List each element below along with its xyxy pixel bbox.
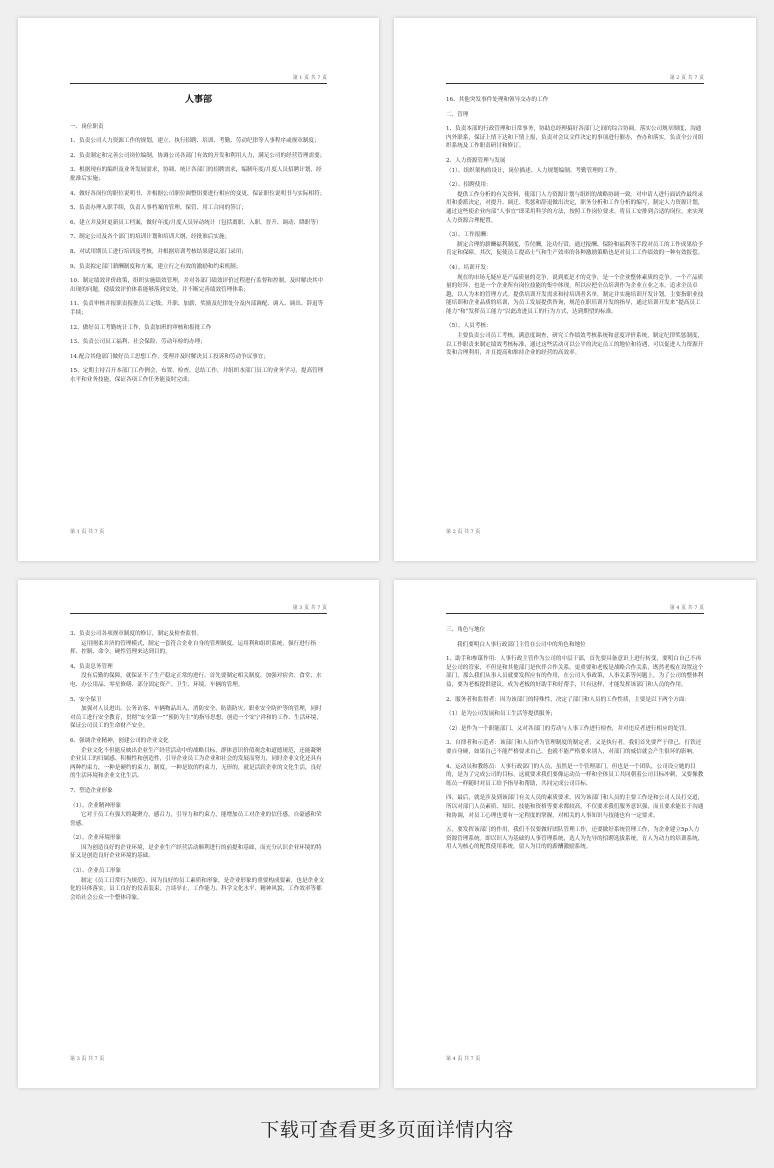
paragraph: 5、负责办理入职手续，负责人事档案的管理、保管、用工合同的签订； (70, 205, 247, 212)
paragraph: 3、根据现有的编织及业务发展需求，协调、统计各部门的招聘需求，编制年度/月度人员招聘计划，经批准后实施； (70, 167, 322, 182)
paragraph: 7、制定公司及各个部门的培训计划和培训大纲，经批准后实施； (70, 234, 231, 241)
paragraph: 6、强调企业精神，创建公司的企业文化 (70, 737, 169, 744)
paragraph: （1）、企业精神形象 (70, 802, 122, 809)
paragraph: 2、服务者和监督者：因为该部门的特殊性，决定了部门和人员的工作性质，主要是以下两个方面： (446, 696, 691, 703)
paragraph: 一、岗位职责 (70, 123, 104, 130)
document-page-2 (394, 18, 756, 561)
paragraph: 运用刚柔并济的管理模式，制定一套符合企业自身的管理制度，运用利和组织系统，强行进行指挥、控制、命令，硬性管理来达到目的。 (70, 640, 316, 656)
paragraph: 16、其他突发事件处理和领导交办的工作 (446, 97, 549, 103)
page-header: 第 4 页 共 7 页 (446, 604, 704, 614)
paragraph: 5、安全保卫 (70, 696, 102, 703)
paragraph: 2、负责制定和完善公司岗位编制，协调公司各部门有效的开发和利用人力，满足公司的经营管理需要； (70, 152, 326, 159)
paragraph: 11、负责审核并报职责报批员工定级、升职、加薪、奖励及纪律处分及内部调配、调入、调出、辞退等手续； (70, 301, 324, 316)
paragraph: 五、要发挥该部门的作用，我们不仅要做好团队管理工作，还要做好系统管理工作，为企业建立5p人力资源管理系统。即以识人为基础的人事管理系统，选人为先导的招聘选拔系统，育人为动力的培训系统，用人为核心的配置使用系统，留人为目的的薪酬激励系统。 (446, 827, 704, 851)
paragraph: 提供工作分析的有关资料，使部门人力资源计划与组织的战略协调一致。对申请人进行面试作最终录用和委派决定，对提升、调迁、奖惩和辞退做出决定，职务分析和工作分析的编写，制定人力资源计划，通过这些使企业内部“人事宜”即采用科学的方法，按照工作岗位要求，将员工安排到合适的岗位，来实现人力资源合理配置。 (446, 191, 704, 224)
document-page-4 (394, 580, 756, 1088)
paragraph: 没有后勤的保障，就保证不了生产稳定正常的进行。首先要制定相关制度，加强对宿舍、食堂、水电、办公用品、零星修缮、部分固定资产、卫生、环境、车辆的管理。 (70, 673, 322, 688)
paragraph: 1、负责公司人力资源工作的规划，建立、执行招聘、培训、考勤、劳动纪律等人事程序或规章制度； (70, 138, 320, 145)
page-header: 第 3 页 共 7 页 (70, 604, 327, 614)
paragraph: 制定《员工日常行为规范》，因为良好的员工素质和形象，是企业形象的重要构成要素，也是企业文化的具体落实。员工良好的仪表装束，言谈举止，工作能力、科学文化水平、精神风貌、工作效率等都会给社会公众一个整体印象。 (70, 877, 325, 901)
paragraph: （2）是作为一个职能部门，又对各部门的劳动与人事工作进行检查，并对违反者进行相应的处罚。 (446, 725, 691, 732)
paragraph: （2）、招聘使用： (446, 182, 492, 189)
paragraph: 3、自律者和示范者：该部门和人员作为管理制度的制定者，又是执行者，我们首先要严于律己，打铁还要自身硬，如果自己不能严格要求自己，也就不能严格要求别人，对部门的威信就会产生很坏的影响。 (446, 740, 702, 755)
paragraph: 四、最后，就是涉及到该部门有关人员的素质要求，因为该部门和人员的主要工作是和公司人员打交道，所以对部门人员素质、知识、技能和资格等要求都较高，不仅要求我们服务意识强，而且要求能长于沟通和协调，对员工心理也要有一定程度的掌握，对相关的人事知识与技能也有一定要求。 (446, 795, 704, 819)
paragraph: 3、负责公司各项规章制度的修订，制定及检查监督。 (70, 631, 203, 637)
paragraph: 12、做好员工考勤统计工作，负责加班的审核和报批工作 (70, 324, 212, 331)
paragraph: 现在的市场无疑应是产品质量的竞争，说到底是才的竞争，是一个企业整体素质的竞争。一个产品质量的好坏，也是一个企业所有岗位技能的集中体现，所以应把全员培训作为企业立业之本，追求全员卓越，以人为本的管理方式。提供培训开发需求和持培训者名单，制定并实施培训开发计划。主要指职业技能培训和企业品质的培训，为员工发展提供咨询，规范在职培训开发的指导，通过培训开发来“提高员工能力”和“发挥员工能力”以此改进员工的行为方式，达到期望的标准。 (446, 274, 704, 315)
page-body (446, 626, 704, 858)
paragraph: 企业文化不但能反映出企业生产经营活动中的战略目标，群体意识价值观念和道德规范，还能凝聚企业员工的归属感、积极性和创造性，引导企业员工为企业和社会的发展而努力，同时企业文化还具有两种约束力，一种是硬约的束力，制度，一种是软的约束力，无形的，就是活跃企业的文化生活，良好的生活环境和企业文化生活。 (70, 747, 322, 780)
paragraph: 4、做好各岗位的职位说明书，并根据公司职位调整组要进行相应的变更，保证职位说明书与实际相符； (70, 190, 326, 197)
paragraph: （1）、组织架构的设计，岗位描述、人力规划编制、考勤管理的工作。 (446, 167, 621, 174)
paragraph: （3）、工作报酬： (446, 232, 492, 239)
document-page-1 (18, 18, 379, 561)
paragraph: （1）是为公司发展和员工生活等提供服务； (446, 711, 556, 718)
download-more-caption: 下载可查看更多页面详情内容 (260, 1119, 514, 1141)
section-heading: 二、管理 (446, 111, 469, 118)
paragraph: 主要负责公司员工考核，满意度调查，研究工作绩效考核系统和意度评价系统，制定纪律奖惩制度，以工作职责来制定绩效考核标准，通过这些活动可以公平的决定员工的地位和待遇，可以促进人力资源开发和合理利用，并且提高和维持企业的经营的高效率。 (446, 333, 704, 357)
page-footer: 第 2 页 共 7 页 (446, 529, 481, 535)
paragraph: 4、负责总务管理 (70, 663, 113, 670)
paragraph: （2）、企业环境形象 (70, 835, 122, 842)
paragraph: 1、助手和参谋作用：人事行政主管作为公司的中层干部，首先要具备意识上进行转变，要明白自己不再是公司的管家，不但是和其他部门是伙伴合作关系，更重要和老板是战略合作关系，既然老板在设置这个部门，那么我们从事人员就要发挥应有的作用，在公司人事政策，人事关系等问题上，为了公司的整体利益，要为老板提供建议，成为老板的好助手和好帮手，只有这样，才能发挥该部门和人员的作用。 (446, 656, 704, 688)
page-title: 人事部 (184, 95, 212, 105)
page-footer: 第 1 页 共 7 页 (70, 529, 105, 535)
page-footer: 第 3 页 共 7 页 (70, 1056, 105, 1062)
paragraph: 15、定期主持召开本部门工作例会，布置、检查、总结工作，并组织本部门员工的业务学习，提高管理水平和业务技能，保证各项工作任务能及时完成； (70, 368, 324, 383)
document-page-3 (18, 580, 379, 1088)
paragraph: 9、负责拟定部门薪酬制度和方案，建立行之有效的激励和约束机制； (70, 263, 242, 270)
paragraph: 4、运动员和教练员：人事行政部门的人员，虽然是一个管理部门，但也是一个团队，公司设立她的目的，是为了完成公司的目标，这就要求我们要像运动员一样和全体员工共同朝着公司目标冲刺，又要像教练员一样随时对员工给予指导和帮助，共同完成公司目标。 (446, 763, 704, 787)
paragraph: （4）、培训开发： (446, 264, 492, 271)
paragraph: （3）、企业员工形象 (70, 868, 122, 875)
paragraph: 10、制定绩效评价政策，组织实施绩效管理，并对各部门绩效评价过程进行监督和控制，及时解决其中出现的问题，使绩效评价体系能够落到实处，并不断完善绩效管理体系； (70, 278, 324, 293)
paragraph: 8、对试用期员工进行培训及考核，并根据培训考核结果建议部门录用； (70, 248, 247, 255)
section-heading: 三、角色与地位 (446, 627, 486, 633)
paragraph: 它对于员工有强大的凝聚力，感召力，引导力和约束力，能增加员工对企业的信任感，自豪感和荣誉感。 (70, 812, 322, 827)
paragraph: 7、塑造企业形象 (70, 787, 113, 794)
paragraph: 6、建立并及时更新员工档案，做好年度/月度人员异动统计（包括离职、入职、晋升、调动、降职等） (70, 219, 322, 226)
paragraph: 因为创造良好的企业环境，是企业生产经营活动顺利进行的前提和基础，而充分认识企业环境的特征又是创造良好企业环境的基础。 (70, 844, 322, 860)
paragraph: 加强对人员进出、公务访客、车辆物品出入、消防安全、防盗防灾、职业安全防护等的管理，同时对员工进行安全教育，贯彻“安全第一”“预防为主”的指导思想，创造一个安宁祥和的工作、生活环境，保证公司员工的生命财产安全。 (70, 706, 322, 730)
paragraph: 制定合理的薪酬福利制度，劳付酬，论功行赏，通过报酬、保险和福利等手段对员工的工作成果给予肯定和保障，其次，促使员工提高士气和生产效率的各种激励策略也是对员工工作绩效的一种有效报偿。 (446, 241, 704, 257)
paragraph: 2、人力资源管理与发展 (446, 157, 506, 164)
page-header: 第 2 页 共 7 页 (446, 74, 704, 84)
page-body (70, 96, 327, 390)
paragraph: 我们要明白人事行政部门主管在公司中的角色和地位 (457, 641, 586, 648)
page-footer: 第 4 页 共 7 页 (446, 1056, 481, 1062)
paragraph: 13、负责公司员工福利、社会保险、劳动年检的办理； (70, 339, 206, 346)
page-body (446, 96, 704, 364)
paragraph: （5）、人员考核： (446, 323, 492, 330)
page-body (70, 630, 327, 908)
paragraph: 14.配合其他部门做好员工思想工作，受理并及时解决员工投诉和劳动争议事宜； (70, 353, 270, 360)
page-header: 第 1 页 共 7 页 (70, 74, 327, 84)
paragraph: 1、负责本部的行政管理和日常事务，协助总经理搞好各部门之间的综合协调，落实公司规章制度，沟通内外联系，保证上情下达和下情上报，负责对会议文件决定的事项进行催办，查办和落实，负责全公司组织系统及工作职责研讨和修订。 (446, 126, 704, 150)
